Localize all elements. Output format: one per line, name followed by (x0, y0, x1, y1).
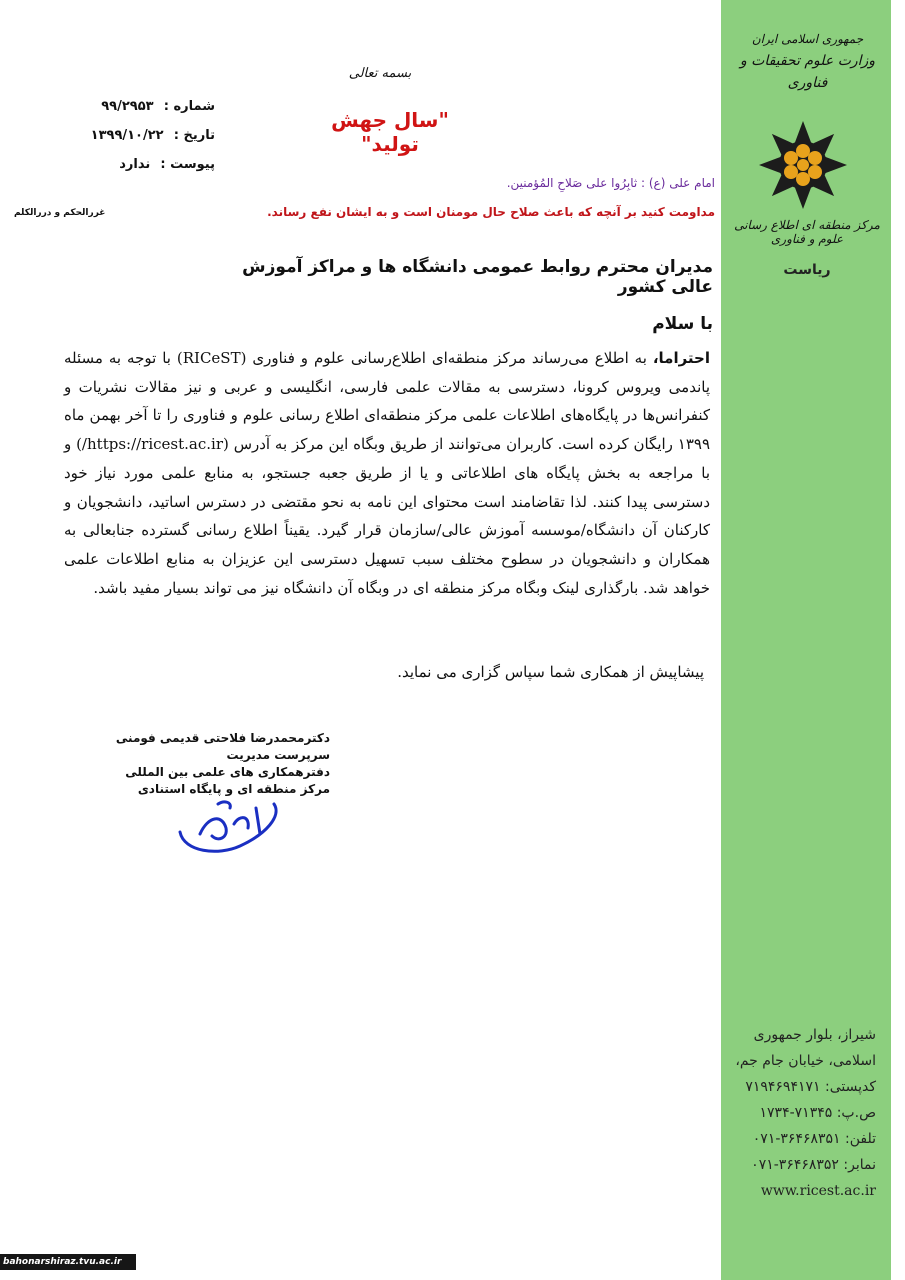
signature-block (110, 730, 330, 798)
letter-meta (70, 92, 215, 179)
number-label: شماره : (163, 99, 215, 114)
letter-date-row (70, 121, 215, 150)
body-lead: احتراما، (652, 349, 710, 367)
signer-office: دفترهمکاری های علمی بین المللی (125, 765, 330, 779)
ministry-label: وزارت علوم تحقیقات و فناوری (739, 53, 876, 91)
number-value: ۹۹/۲۹۵۳ (101, 99, 154, 114)
po-box: ص.پ: ۷۱۳۴۵-۱۷۳۴ (759, 1105, 876, 1121)
hadith-source: غررالحکم و دررالکلم (14, 208, 106, 218)
recipient-line: مدیران محترم روابط عمومی دانشگاه ها و مراکز آموزش عالی کشور (242, 257, 713, 297)
address-line: اسلامی، خیابان جام جم، (735, 1053, 876, 1069)
signer-role: سرپرست مدیریت (226, 748, 330, 762)
year-motto: "سال جهش تولید" (331, 108, 449, 156)
fax-number: نمابر: ۳۶۴۶۸۳۵۲-۰۷۱ (751, 1157, 876, 1173)
handwritten-signature (170, 794, 290, 858)
letter-body (64, 344, 710, 602)
contact-address (728, 1022, 876, 1204)
presidency-label: ریاست (783, 262, 831, 278)
attachment-label: پیوست : (160, 157, 215, 172)
hadith-translation: مداومت کنید بر آنچه که باعث صلاح حال مومنان است و به ایشان نفع رساند. (267, 205, 715, 219)
postal-code: کدپستی: ۷۱۹۴۶۹۴۱۷۱ (745, 1079, 876, 1095)
website-link[interactable]: www.ricest.ac.ir (760, 1183, 876, 1199)
date-label: تاریخ : (173, 128, 215, 143)
signer-name: دکترمحمدرضا فلاحتی قدیمی فومنی (115, 731, 330, 745)
republic-label: جمهوری اسلامی ایران (751, 32, 864, 46)
ricest-logo (756, 118, 850, 212)
attachment-row (70, 150, 215, 179)
date-value: ۱۳۹۹/۱۰/۲۲ (90, 128, 164, 143)
attachment-value: ندارد (119, 157, 151, 172)
source-watermark: bahonarshiraz.tvu.ac.ir (0, 1254, 136, 1270)
letter-number-row (70, 92, 215, 121)
phone-number: تلفن: ۳۶۴۶۸۳۵۱-۰۷۱ (752, 1131, 876, 1147)
center-name: مرکز منطقه ای اطلاع رسانی علوم و فناوری (734, 218, 880, 246)
body-paragraph: به اطلاع می‌رساند مرکز منطقه‌ای اطلاع‌رسانی علوم و فناوری (RICeST) با توجه به مسئله پاندمی ویروس کرونا، دسترسی به مقالات علمی فارسی، انگلیسی و عربی و نیز مقالات نشریات و کنفرانس‌ها در پایگاه‌های اطلاعات علمی مرکز منطقه‌ای اطلاع رسانی علوم و فناوری را تا آخر بهمن ماه ۱۳۹۹ رایگان کرده است. کاربران می‌توانند از طریق وبگاه این مرکز به آدرس (https://ricest.ac.ir/) و با مراجعه به بخش پایگاه های اطلاعاتی و یا از طریق جعبه جستجو، به منابع علمی مورد نیاز خود دسترسی پیدا کنند. لذا تقاضامند است محتوای این نامه به نحو مقتضی در دسترس اساتید، دانشجویان و کارکنان آن دانشگاه/موسسه آموزش عالی/سازمان قرار گیرد. یقیناً اطلاع رسانی گسترده جنابعالی به همکاران و دانشجویان در سطوح مختلف سبب تسهیل دسترسی این عزیزان به منابع اطلاعات علمی خواهد شد. بارگذاری لینک وبگاه مرکز منطقه ای در وبگاه آن دانشگاه نیز می تواند بسیار مفید باشد. (64, 349, 711, 597)
address-line: شیراز، بلوار جمهوری (753, 1027, 876, 1043)
page-margin (891, 0, 905, 1280)
bismillah: بسمه تعالی (348, 66, 412, 81)
hadith-quote: امام علی (ع) : ثابِرُوا علی صَلاحِ المُؤمنین. (506, 176, 715, 190)
salutation: با سلام (652, 314, 713, 334)
ministry-header (735, 28, 880, 94)
signer-org: مرکز منطقه ای و پایگاه استنادی (137, 782, 330, 796)
closing-line: پیشاپیش از همکاری شما سپاس گزاری می نماید. (397, 663, 704, 681)
